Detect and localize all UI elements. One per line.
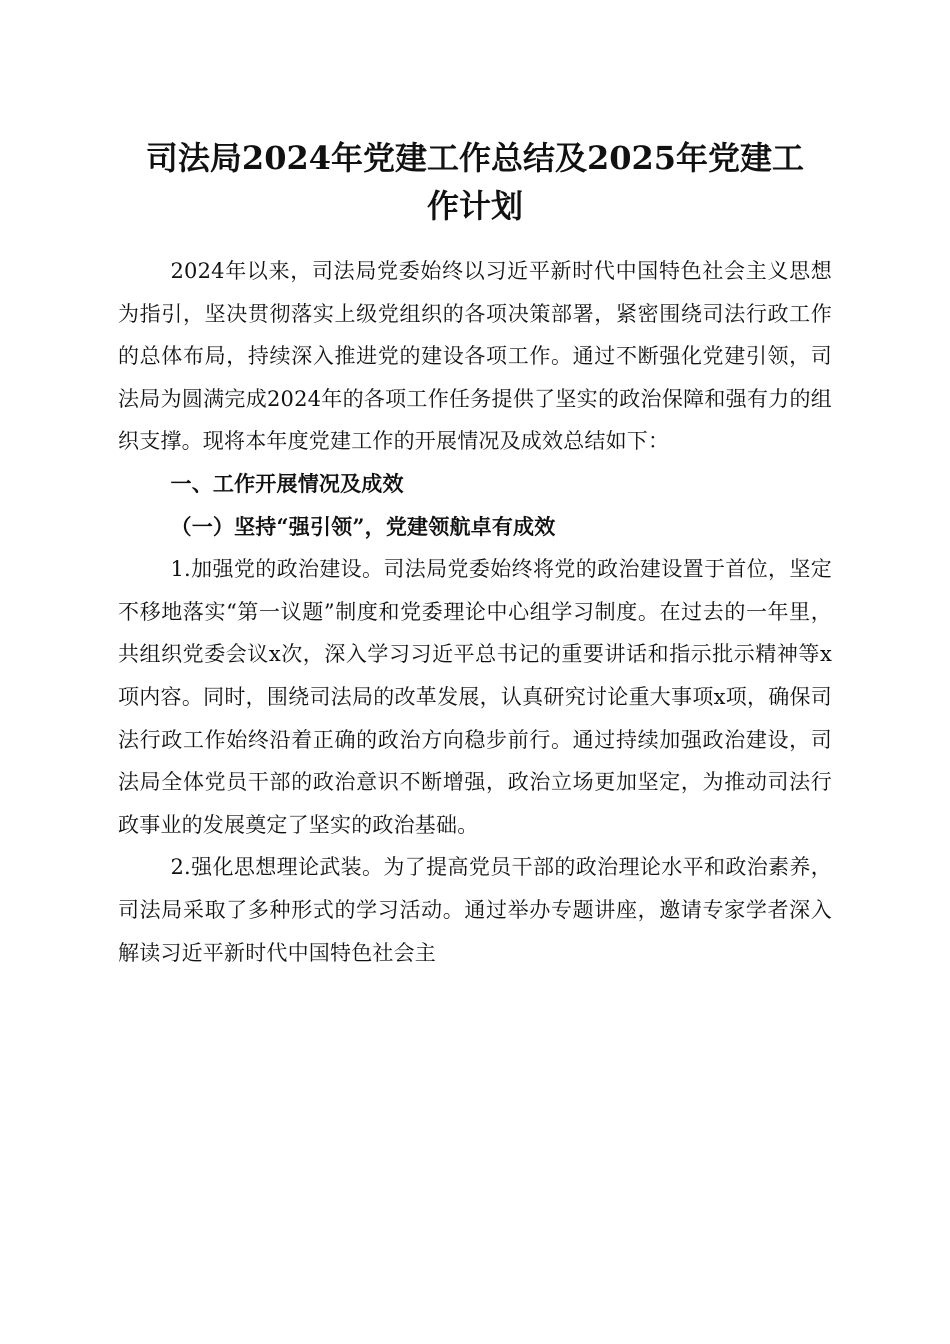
item-paragraph-2: 2.强化思想理论武装。为了提高党员干部的政治理论水平和政治素养，司法局采取了多种形式的学习活动。通过举办专题讲座，邀请专家学者深入解读习近平新时代中国特色社会主 [118,855,832,965]
title-line-1: 司法局2024年党建工作总结及2025年党建工 [145,139,805,177]
document-body [118,250,832,974]
section-heading-1: 一、工作开展情况及成效 [170,471,404,496]
title-line-2: 作计划 [426,187,523,225]
intro-paragraph: 2024年以来，司法局党委始终以习近平新时代中国特色社会主义思想为指引，坚决贯彻落实上级党组织的各项决策部署，紧密围绕司法行政工作的总体布局，持续深入推进党的建设各项工作。通过不断强化党建引领，司法局为圆满完成2024年的各项工作任务提供了坚实的政治保障和强有力的组织支撑。现将本年度党建工作的开展情况及成效总结如下： [118,259,832,454]
item-paragraph-1: 1.加强党的政治建设。司法局党委始终将党的政治建设置于首位，坚定不移地落实“第一议题”制度和党委理论中心组学习制度。在过去的一年里，共组织党委会议x次，深入学习习近平总书记的重要讲话和指示批示精神等x项内容。同时，围绕司法局的改革发展，认真研究讨论重大事项x项，确保司法行政工作始终沿着正确的政治方向稳步前行。通过持续加强政治建设，司法局全体党员干部的政治意识不断增强，政治立场更加坚定，为推动司法行政事业的发展奠定了坚实的政治基础。 [118,557,832,837]
subsection-heading-1: （一）坚持“强引领”，党建领航卓有成效 [170,513,556,539]
document-title [118,134,832,230]
